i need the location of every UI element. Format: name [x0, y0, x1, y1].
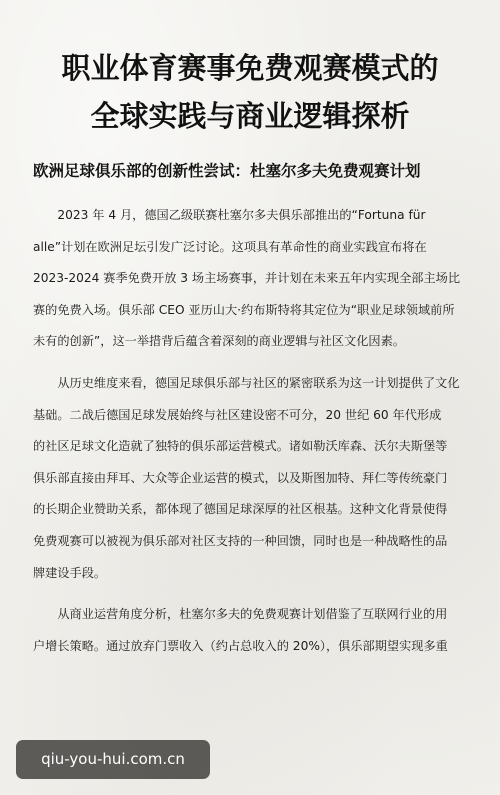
- paragraph-2: [33, 368, 469, 589]
- paragraph-line: 的社区足球文化造就了独特的俱乐部运营模式。诸如勒沃库森、沃尔夫斯堡等: [33, 439, 448, 454]
- paragraph-line: 的长期企业赞助关系，都体现了德国足球深厚的社区根基。这种文化背景使得: [33, 502, 448, 517]
- paragraph-line: 从商业运营角度分析，杜塞尔多夫的免费观赛计划借鉴了互联网行业的用: [33, 607, 448, 622]
- paragraph-line: 未有的创新”，这一举措背后蕴含着深刻的商业逻辑与社区文化因素。: [33, 334, 405, 349]
- title-line-2: 全球实践与商业逻辑探析: [90, 99, 410, 133]
- paragraph-line: 2023 年 4 月，德国乙级联赛杜塞尔多夫俱乐部推出的“Fortuna für: [33, 208, 426, 222]
- paragraph-line: alle”计划在欧洲足坛引发广泛讨论。这项具有革命性的商业实践宣布将在: [33, 239, 427, 254]
- paragraph-3: [33, 599, 469, 662]
- paragraph-line: 俱乐部直接由拜耳、大众等企业运营的模式，以及斯图加特、拜仁等传统豪门: [33, 470, 448, 485]
- paragraph-1: [33, 200, 469, 358]
- section-heading: 欧洲足球俱乐部的创新性尝试：杜塞尔多夫免费观赛计划: [33, 162, 421, 180]
- paragraph-line: 从历史维度来看，德国足球俱乐部与社区的紧密联系为这一计划提供了文化: [33, 375, 460, 390]
- paragraph-line: 赛的免费入场。俱乐部 CEO 亚历山大·约布斯特将其定位为“职业足球领域前所: [33, 302, 455, 317]
- paragraph-line: 户增长策略。通过放弃门票收入（约占总收入的 20%），俱乐部期望实现多重: [33, 638, 448, 653]
- article-body: [33, 200, 469, 662]
- paragraph-line: 基础。二战后德国足球发展始终与社区建设密不可分，20 世纪 60 年代形成: [33, 407, 442, 422]
- document-title: [0, 44, 500, 140]
- title-line-1: 职业体育赛事免费观赛模式的: [61, 51, 439, 85]
- site-watermark: qiu-you-hui.com.cn: [16, 740, 210, 779]
- paragraph-line: 免费观赛可以被视为俱乐部对社区支持的一种回馈，同时也是一种战略性的品: [33, 533, 448, 548]
- paragraph-line: 2023-2024 赛季免费开放 3 场主场赛事，并计划在未来五年内实现全部主场比: [33, 271, 461, 286]
- paragraph-line: 牌建设手段。: [33, 565, 107, 580]
